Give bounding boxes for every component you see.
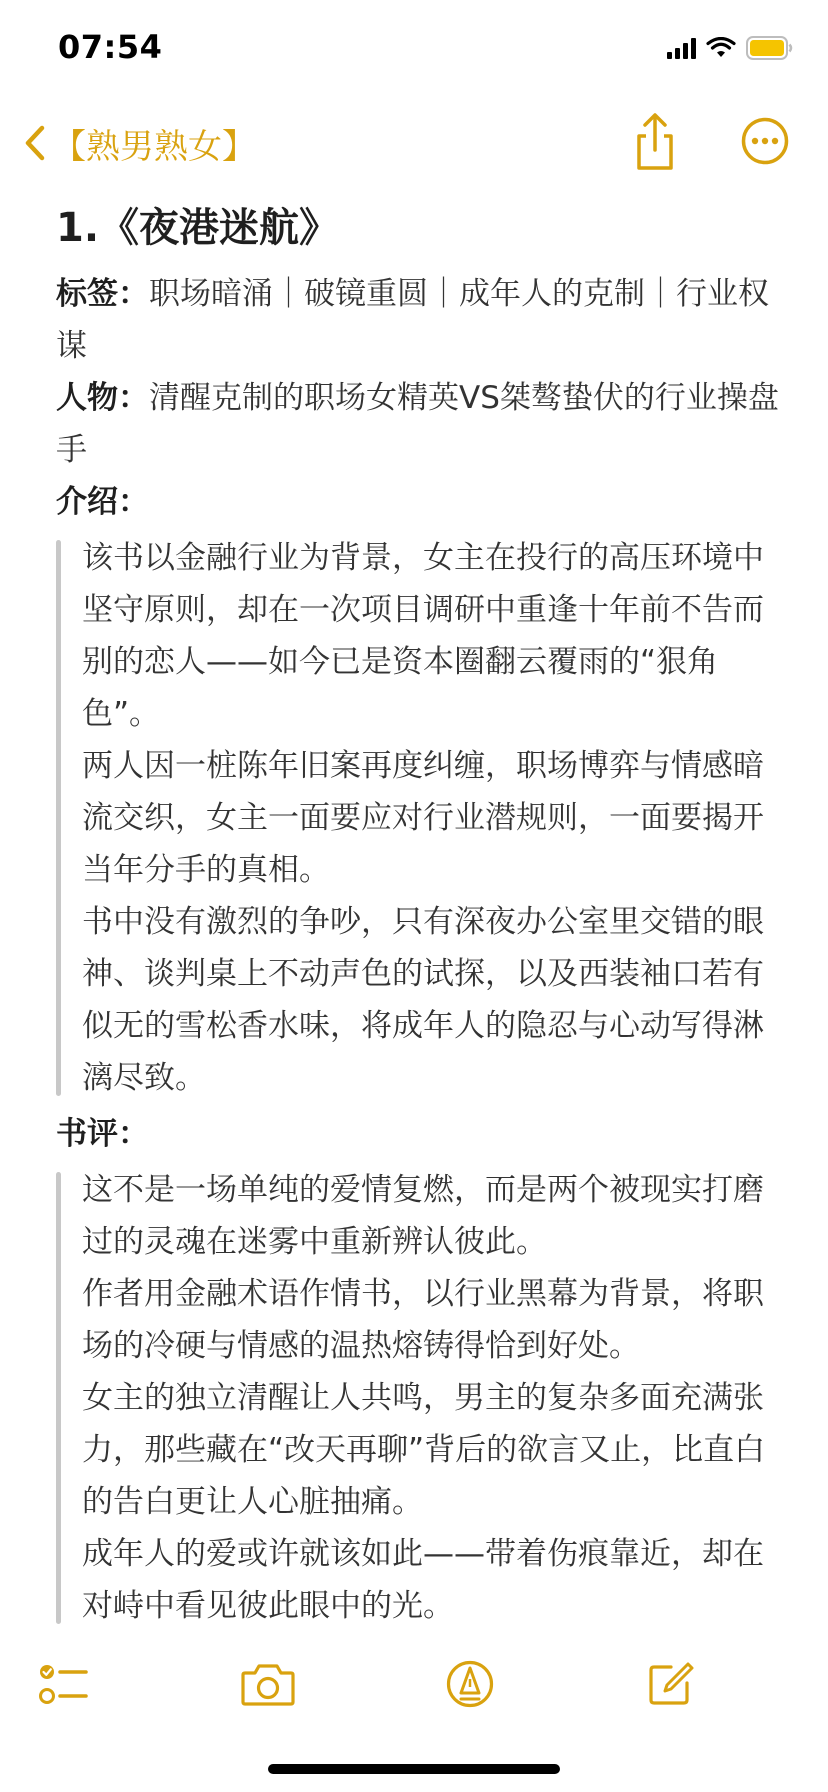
intro-quote-block [56, 532, 786, 1104]
cellular-signal-icon [667, 37, 696, 59]
wifi-icon [706, 37, 736, 59]
compose-icon [645, 1659, 695, 1709]
intro-paragraph: 两人因一桩陈年旧案再度纠缠，职场博弈与情感暗流交织，女主一面要应对行业潜规则，一面要揭开当年分手的真相。 [82, 748, 764, 888]
characters-value: 清醒克制的职场女精英VS桀骜蛰伏的行业操盘手 [56, 380, 779, 468]
note-body[interactable] [56, 196, 786, 1636]
tags-label: 标签： [56, 276, 149, 312]
characters-field [56, 372, 786, 476]
camera-icon [240, 1661, 296, 1707]
battery-icon [746, 36, 794, 60]
checklist-icon [38, 1660, 90, 1708]
share-icon [630, 112, 680, 172]
tags-value: 职场暗涌｜破镜重圆｜成年人的克制｜行业权谋 [56, 276, 769, 364]
intro-paragraph: 书中没有激烈的争吵，只有深夜办公室里交错的眼神、谈判桌上不动声色的试探，以及西装袖口若有似无的雪松香水味，将成年人的隐忍与心动写得淋漓尽致。 [82, 904, 764, 1096]
review-quote-block [56, 1164, 786, 1632]
review-paragraph: 这不是一场单纯的爱情复燃，而是两个被现实打磨过的灵魂在迷雾中重新辨认彼此。 [82, 1172, 764, 1260]
status-icons [667, 36, 794, 60]
markup-button[interactable] [440, 1654, 500, 1714]
camera-button[interactable] [238, 1654, 298, 1714]
more-button[interactable] [740, 116, 790, 166]
bottom-toolbar [0, 1640, 828, 1730]
review-heading: 书评： [56, 1116, 149, 1152]
review-paragraph: 女主的独立清醒让人共鸣，男主的复杂多面充满张力，那些藏在“改天再聊”背后的欲言又止，比直白的告白更让人心脏抽痛。 [82, 1380, 766, 1520]
nav-bar [0, 108, 828, 178]
status-bar [0, 0, 828, 100]
intro-heading: 介绍： [56, 484, 149, 520]
review-paragraph: 成年人的爱或许就该如此——带着伤痕靠近，却在对峙中看见彼此眼中的光。 [82, 1536, 764, 1624]
tags-field [56, 268, 786, 372]
home-indicator[interactable] [268, 1764, 560, 1774]
review-paragraph: 作者用金融术语作情书，以行业黑幕为背景，将职场的冷硬与情感的温热熔铸得恰到好处。 [82, 1276, 764, 1364]
checklist-button[interactable] [34, 1654, 94, 1714]
note-title: 1.《夜港迷航》 [56, 205, 340, 251]
back-button[interactable] [24, 116, 256, 170]
characters-label: 人物： [56, 380, 149, 416]
status-time: 07:54 [58, 28, 163, 66]
pen-tip-icon [445, 1659, 495, 1709]
back-label: 【熟男熟女】 [52, 126, 256, 167]
ellipsis-circle-icon [740, 116, 790, 166]
chevron-left-icon [24, 125, 46, 161]
share-button[interactable] [630, 112, 680, 172]
compose-button[interactable] [640, 1654, 700, 1714]
intro-paragraph: 该书以金融行业为背景，女主在投行的高压环境中坚守原则，却在一次项目调研中重逢十年前不告而别的恋人——如今已是资本圈翻云覆雨的“狠角色”。 [82, 540, 764, 732]
